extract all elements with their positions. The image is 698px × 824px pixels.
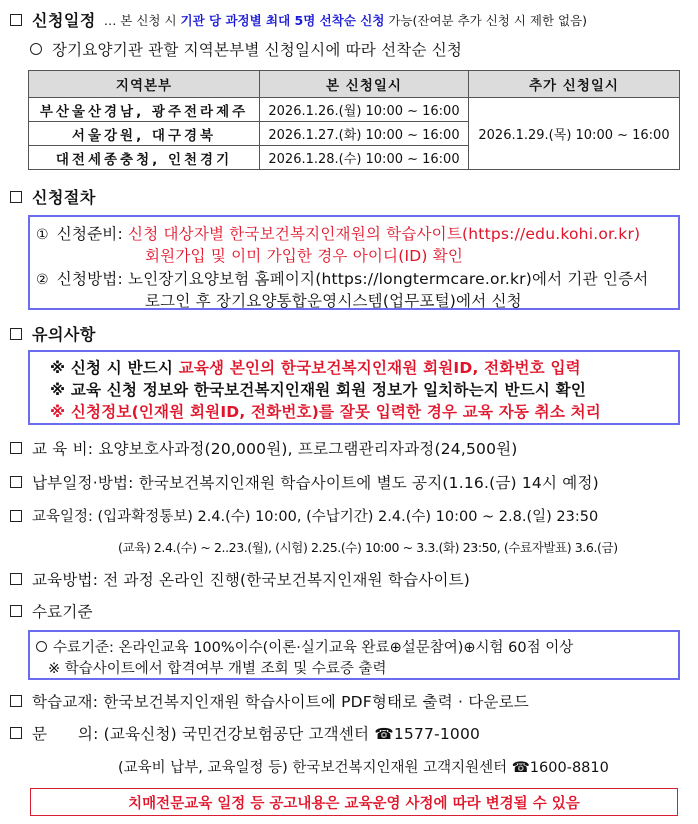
section-title: 수료기준 (32, 603, 93, 621)
procedure-box (28, 215, 680, 310)
inquiry-label: 문 의: (32, 725, 104, 743)
table-row (29, 98, 680, 122)
fee-text: 교 육 비: 요양보호사과정(20,000원), 프로그램관리자과정(24,500원) (32, 440, 518, 458)
circle-bullet-icon (36, 641, 47, 652)
col-header: 지역본부 (29, 71, 260, 98)
checkbox-icon (10, 191, 22, 203)
sub-text: 장기요양기관 관할 지역본부별 신청일시에 따라 선착순 신청 (52, 41, 463, 59)
cautions-box (28, 350, 680, 425)
date-cell: 2026.1.28.(수) 10:00 ~ 16:00 (260, 146, 469, 170)
schedule-row (10, 505, 598, 526)
step-1-line-2: 회원가입 및 이미 가입한 경우 아이디(ID) 확인 (145, 247, 464, 265)
inquiry-text-1: (교육신청) 국민건강보험공단 고객센터 ☎1577-1000 (103, 725, 481, 743)
step-2-line-2: 로그인 후 장기요양통합운영시스템(업무포털)에서 신청 (145, 292, 522, 310)
criteria-line-2: ※ 학습사이트에서 합격여부 개별 조회 및 수료증 출력 (48, 661, 387, 677)
caution-3: ※ 신청정보(인재원 회원ID, 전화번호)를 잘못 입력한 경우 교육 자동 취소 처리 (50, 403, 601, 421)
section-cautions-heading (10, 322, 96, 345)
method-row (10, 568, 470, 590)
date-cell: 2026.1.27.(화) 10:00 ~ 16:00 (260, 122, 469, 146)
step-2-line-1: ② 신청방법: 노인장기요양보험 홈페이지(https://longtermcare.or.kr)에서 기관 인증서 (36, 270, 649, 288)
checkbox-icon (10, 510, 22, 522)
criteria-box (28, 630, 680, 680)
caution-1: ※ 신청 시 반드시 교육생 본인의 한국보건복지인재원 회원ID, 전화번호 입력 (50, 359, 581, 377)
checkbox-icon (10, 476, 22, 488)
caution-2: ※ 교육 신청 정보와 한국보건복지인재원 회원 정보가 일치하는지 반드시 확인 (50, 381, 586, 399)
region-cell: 서울강원, 대구경북 (29, 122, 260, 146)
step-1-line-1: ① 신청준비: 신청 대상자별 한국보건복지인재원의 학습사이트(https://edu.kohi.or.kr) (36, 225, 641, 243)
checkbox-icon (10, 14, 22, 26)
region-cell: 대전세종충청, 인천경기 (29, 146, 260, 170)
checkbox-icon (10, 727, 22, 739)
criteria-line-1: 수료기준: 온라인교육 100%이수(이론·실기교육 완료⊕설문참여)⊕시험 60점 이상 (36, 636, 573, 657)
col-header: 추가 신청일시 (469, 71, 680, 98)
inquiry-row (10, 722, 480, 744)
schedule-sub (30, 38, 462, 60)
checkbox-icon (10, 442, 22, 454)
section-title: 신청절차 (32, 188, 96, 207)
col-header: 본 신청일시 (260, 71, 469, 98)
checkbox-icon (10, 573, 22, 585)
circle-bullet-icon (30, 43, 42, 55)
date-cell: 2026.1.26.(월) 10:00 ~ 16:00 (260, 98, 469, 122)
materials-row (10, 690, 529, 712)
section-schedule-heading (10, 8, 587, 31)
schedule-table (28, 70, 680, 170)
payment-text: 납부일정·방법: 한국보건복지인재원 학습사이트에 별도 공지(1.16.(금) 14시 예정) (32, 474, 599, 492)
schedule-text-2: (교육) 2.4.(수) ~ 2..23.(월), (시험) 2.25.(수) 10:00 ~ 3.3.(화) 23:50, (수료자발표) 3.6.(금) (118, 540, 618, 555)
region-cell: 부산울산경남, 광주전라제주 (29, 98, 260, 122)
extra-date-cell: 2026.1.29.(목) 10:00 ~ 16:00 (469, 98, 680, 170)
fee-row (10, 437, 518, 459)
section-title: 신청일정 (32, 11, 96, 30)
checkbox-icon (10, 605, 22, 617)
method-text: 교육방법: 전 과정 온라인 진행(한국보건복지인재원 학습사이트) (32, 571, 471, 589)
schedule-text-1: 교육일정: (입과확정통보) 2.4.(수) 10:00, (수납기간) 2.4.(수) 10:00 ~ 2.8.(일) 23:50 (32, 509, 599, 525)
inquiry-text-2: (교육비 납부, 교육일정 등) 한국보건복지인재원 고객지원센터 ☎1600-8810 (118, 760, 609, 776)
footer-notice-box (30, 788, 678, 816)
section-procedure-heading (10, 185, 96, 208)
checkbox-icon (10, 695, 22, 707)
checkbox-icon (10, 328, 22, 340)
schedule-note: … 본 신청 시 기관 당 과정별 최대 5명 선착순 신청 가능(잔여분 추가 신청 시 제한 없음) (103, 12, 588, 28)
section-title: 유의사항 (32, 325, 96, 344)
materials-text: 학습교재: 한국보건복지인재원 학습사이트에 PDF형태로 출력 · 다운로드 (32, 693, 529, 711)
criteria-heading (10, 600, 93, 622)
payment-row (10, 471, 599, 493)
footer-notice: 치매전문교육 일정 등 공고내용은 교육운영 사정에 따라 변경될 수 있음 (128, 795, 580, 812)
